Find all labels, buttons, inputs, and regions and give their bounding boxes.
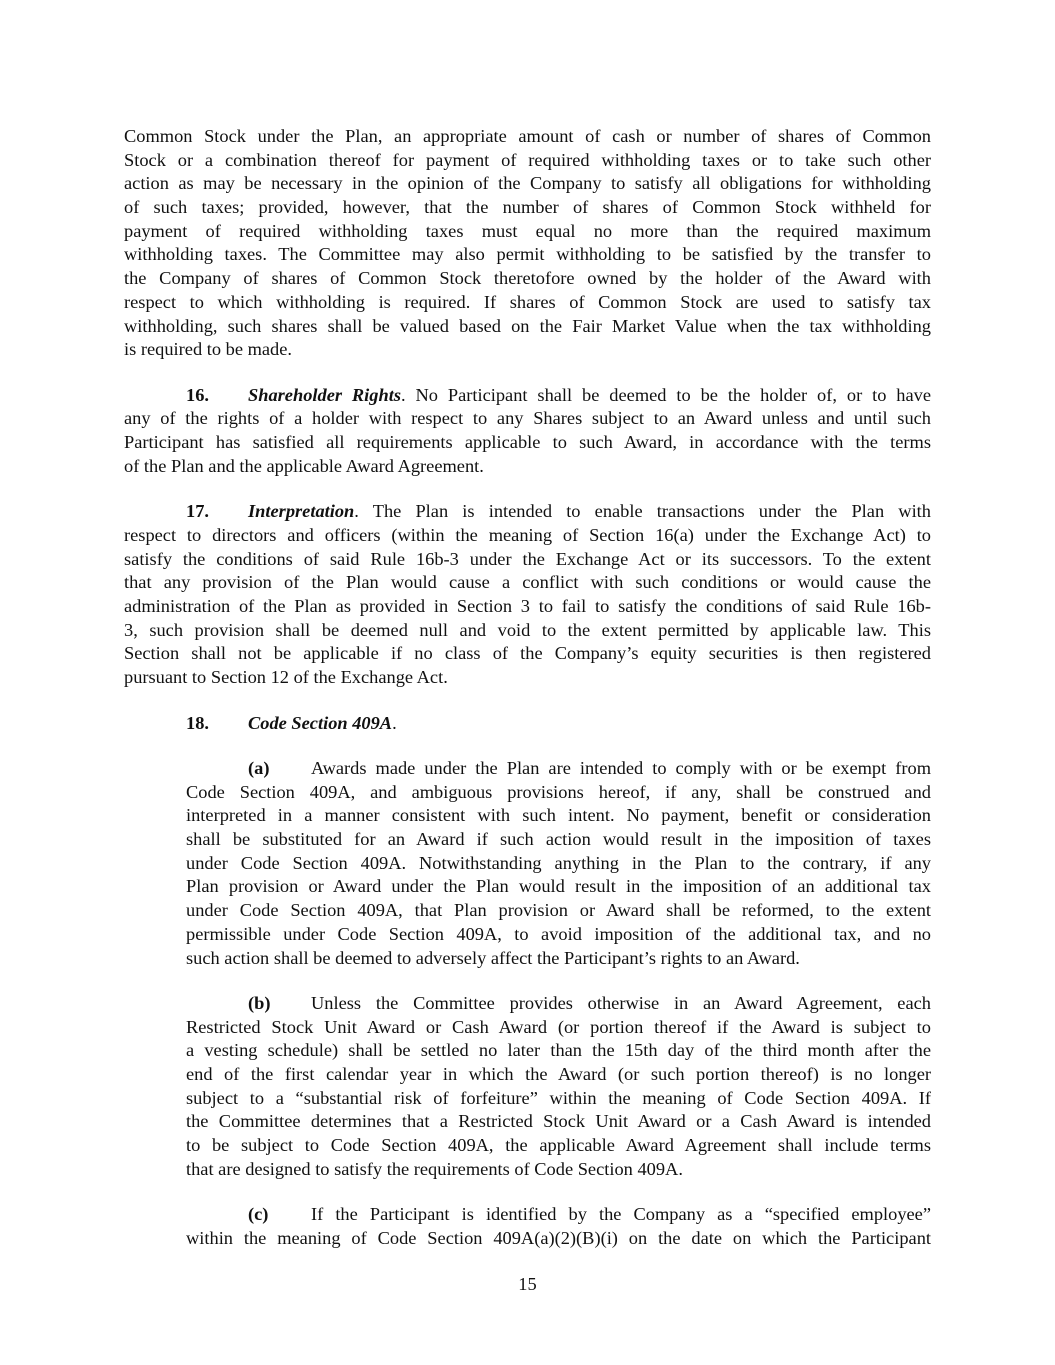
text-line: shall be substituted for an Award if such action would result in the imposition of taxes xyxy=(186,829,931,850)
text-line: under Code Section 409A. Notwithstanding anything in the Plan to the contrary, if any xyxy=(186,852,931,873)
text-line xyxy=(124,500,931,524)
line-text: Awards made under the Plan are intended to comply with or be exempt from xyxy=(311,758,931,778)
section-title-period: . xyxy=(354,501,359,522)
text-line: to be subject to Code Section 409A, the applicable Award Agreement shall include terms xyxy=(186,1135,931,1156)
text-line xyxy=(186,757,931,781)
text-line: that are designed to satisfy the requirements of Code Section 409A. xyxy=(186,1158,683,1179)
subsection-label: (b) xyxy=(248,992,271,1013)
text-line: of such taxes; provided, however, that the number of shares of Common Stock withheld for xyxy=(124,197,931,218)
document-body xyxy=(124,125,931,1272)
line-text: No Participant shall be deemed to be the holder of, or to have xyxy=(405,384,931,405)
text-line: administration of the Plan as provided in Section 3 to fail to satisfy the conditions of said Rule 16b- xyxy=(124,595,931,616)
subsection-a xyxy=(186,757,931,970)
text-line: end of the first calendar year in which the Award (or such portion thereof) is no longer xyxy=(186,1064,931,1085)
line-text: Unless the Committee provides otherwise in an Award Agreement, each xyxy=(311,992,931,1013)
section-16 xyxy=(124,384,931,479)
text-line: Code Section 409A, and ambiguous provisions hereof, if any, shall be construed and xyxy=(186,781,931,802)
section-title: Code Section 409A xyxy=(248,712,393,733)
text-line: under Code Section 409A, that Plan provision or Award shall be reformed, to the extent xyxy=(186,900,931,921)
line-text: If the Participant is identified by the Company as a “specified employee” xyxy=(311,1204,931,1225)
text-line: Participant has satisfied all requirements applicable to such Award, in accordance with the terms xyxy=(124,432,931,453)
text-line: respect to directors and officers (within the meaning of Section 16(a) under the Exchange Act) to xyxy=(124,524,931,545)
text-line: a vesting schedule) shall be settled no later than the 15th day of the third month after the xyxy=(186,1040,931,1061)
text-line: Stock or a combination thereof for payment of required withholding taxes or to take such other xyxy=(124,149,931,170)
text-line: that any provision of the Plan would cause a conflict with such conditions or would cause the xyxy=(124,572,931,593)
text-line: interpreted in a manner consistent with such intent. No payment, benefit or consideration xyxy=(186,805,931,826)
text-line: action as may be necessary in the opinion of the Company to satisfy all obligations for withholding xyxy=(124,173,931,194)
text-line: Common Stock under the Plan, an appropriate amount of cash or number of shares of Common xyxy=(124,126,931,146)
text-line: any of the rights of a holder with respect to any Shares subject to an Award unless and until such xyxy=(124,408,931,429)
text-line xyxy=(124,384,931,408)
section-title-period: . xyxy=(392,712,397,733)
text-line xyxy=(186,992,931,1016)
section-title: Interpretation xyxy=(248,501,355,522)
section-title-period: . xyxy=(400,384,406,405)
text-line xyxy=(186,1203,931,1227)
text-line: is required to be made. xyxy=(124,339,293,360)
section-number: 17. xyxy=(186,501,209,522)
section-title: Shareholder Rights xyxy=(248,384,401,405)
section-number: 16. xyxy=(186,384,209,405)
text-line: the Company of shares of Common Stock theretofore owned by the holder of the Award with xyxy=(124,268,931,289)
text-line: subject to a “substantial risk of forfeiture” within the meaning of Code Section 409A. If xyxy=(186,1087,931,1108)
text-line: of the Plan and the applicable Award Agreement. xyxy=(124,455,484,476)
line-text: The Plan is intended to enable transactions under the Plan with xyxy=(358,501,931,522)
subsection-label: (a) xyxy=(248,758,270,778)
section-number: 18. xyxy=(186,712,209,733)
page-number: 15 xyxy=(518,1274,537,1294)
text-line: 3, such provision shall be deemed null and void to the extent permitted by applicable law. This xyxy=(124,619,931,640)
section-17 xyxy=(124,500,931,690)
subsection-c xyxy=(186,1203,931,1250)
subsection-label: (c) xyxy=(248,1204,269,1225)
text-line: withholding taxes. The Committee may also permit withholding to be satisfied by the transfer to xyxy=(124,244,931,265)
text-line xyxy=(124,712,931,736)
text-line: within the meaning of Code Section 409A(a)(2)(B)(i) on the date on which the Participant xyxy=(186,1227,931,1248)
text-line: satisfy the conditions of said Rule 16b-3 under the Exchange Act or its successors. To the extent xyxy=(124,548,931,569)
text-line: the Committee determines that a Restricted Stock Unit Award or a Cash Award is intended xyxy=(186,1111,931,1132)
text-line: Plan provision or Award under the Plan would result in the imposition of an additional tax xyxy=(186,876,931,897)
section-18 xyxy=(124,712,931,736)
text-line: such action shall be deemed to adversely affect the Participant’s rights to an Award. xyxy=(186,947,800,968)
text-line: permissible under Code Section 409A, to avoid imposition of the additional tax, and no xyxy=(186,923,931,944)
text-line: payment of required withholding taxes must equal no more than the required maximum xyxy=(124,220,931,241)
text-line: Restricted Stock Unit Award or Cash Award (or portion thereof if the Award is subject to xyxy=(186,1016,931,1037)
text-line: withholding, such shares shall be valued based on the Fair Market Value when the tax withholding xyxy=(124,315,931,336)
text-line: Section shall not be applicable if no class of the Company’s equity securities is then registered xyxy=(124,643,931,664)
text-line: pursuant to Section 12 of the Exchange Act. xyxy=(124,667,448,688)
subsection-b xyxy=(186,992,931,1182)
paragraph xyxy=(124,125,931,362)
text-line: respect to which withholding is required. If shares of Common Stock are used to satisfy tax xyxy=(124,291,931,312)
